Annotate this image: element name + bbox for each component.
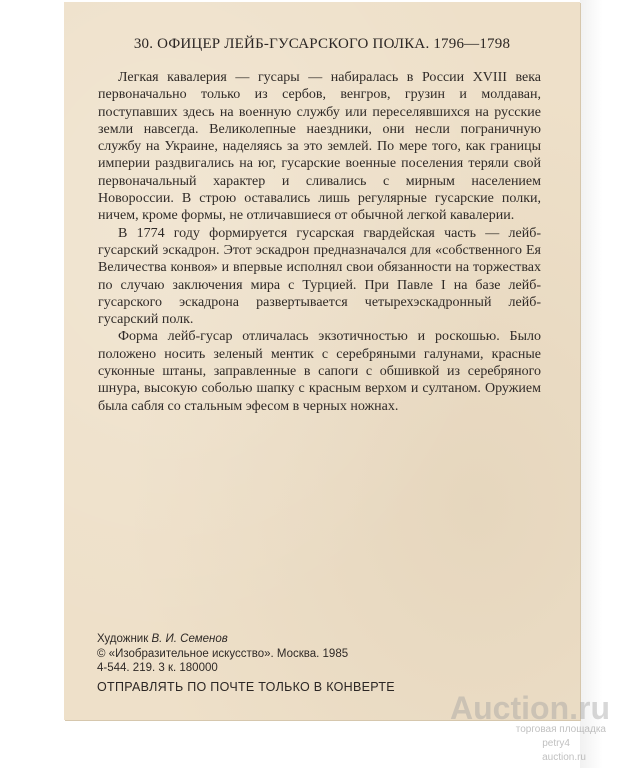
- paragraph-1: Легкая кавалерия — гусары — набиралась в России XVIII века первоначально только из сербов, венгров, грузин и молдаван, поступавших здесь на военную службу или переселявшихся на русские земли навсегда. Великолепные наездники, они несли пограничную службу на Украине, наделяясь за это землей. По мере того, как границы империи раздвигались на юг, гусарские военные поселения теряли свой первоначальный характер и сливались с мирным населением Новороссии. В строю оставались лишь регулярные гусарские полки, ничем, кроме формы, не отличавшиеся от обычной легкой кавалерии.: [98, 70, 541, 224]
- watermark-tagline: торговая площадка: [515, 724, 606, 735]
- watermark-brand: Auction.ru: [450, 690, 610, 726]
- watermark-site: auction.ru: [542, 752, 586, 763]
- card-title: 30. ОФИЦЕР ЛЕЙБ-ГУСАРСКОГО ПОЛКА. 1796—1798: [133, 36, 511, 52]
- artist-name: В. И. Семенов: [151, 633, 228, 645]
- paragraph-2: В 1774 году формируется гусарская гвардейская часть — лейб-гусарский эскадрон. Этот эскадрон предназначался для «собственного Ея Величества конвоя» и впервые исполнял свои обязанности на торжествах по случаю заключения мира с Турцией. При Павле I на базе лейб-гусарского эскадрона развертывается четырехэскадронный лейб-гусарский полк.: [98, 225, 541, 328]
- postcard-back: [64, 2, 580, 720]
- credits-block: [97, 632, 348, 676]
- print-code-line: 4-544. 219. 3 к. 180000: [97, 662, 218, 674]
- watermark-user: petry4: [542, 738, 570, 749]
- paragraph-3: Форма лейб-гусар отличалась экзотичностью и роскошью. Было положено носить зеленый ментик с серебряными галунами, красные суконные штаны, заправленные в сапоги с обшивкой из серебряного шнура, высокую соболью шапку с красным верхом и султаном. Оружием была сабля со стальным эфесом в черных ножнах.: [98, 329, 541, 414]
- publisher-line: © «Изобразительное искусство». Москва. 1985: [97, 647, 349, 660]
- scan-background: [580, 0, 618, 768]
- card-description: [98, 69, 541, 415]
- artist-line: [97, 632, 348, 647]
- artist-label: Художник: [97, 633, 149, 645]
- mail-instruction: ОТПРАВЛЯТЬ ПО ПОЧТЕ ТОЛЬКО В КОНВЕРТЕ: [97, 680, 395, 694]
